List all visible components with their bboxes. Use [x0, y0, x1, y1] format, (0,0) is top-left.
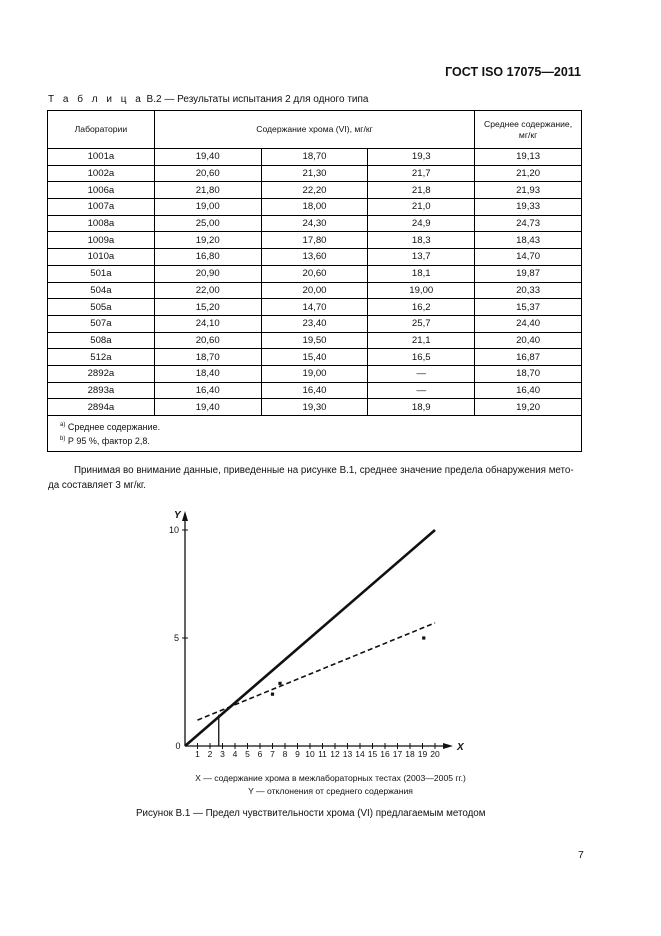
- lab-code-cell: 507a: [48, 315, 155, 332]
- measurement-cell: 18,3: [368, 232, 475, 249]
- x-axis-arrow: [443, 743, 453, 749]
- x-tick-label: 10: [305, 749, 315, 759]
- measurement-cell: 24,30: [261, 215, 368, 232]
- lab-code-cell: 505a: [48, 299, 155, 316]
- header-laboratories: Лаборатории: [48, 111, 155, 149]
- footnote-b: [60, 433, 573, 447]
- table-row: [48, 232, 582, 249]
- table-footnotes: [48, 416, 582, 452]
- table-row: [48, 365, 582, 382]
- mean-value-cell: 18,70: [475, 365, 582, 382]
- measurement-cell: 18,70: [261, 149, 368, 166]
- table-row: [48, 215, 582, 232]
- measurement-cell: 24,9: [368, 215, 475, 232]
- mean-value-cell: 16,87: [475, 349, 582, 366]
- measurement-cell: 15,20: [154, 299, 261, 316]
- page-number: 7: [578, 849, 584, 861]
- lab-code-cell: 1009a: [48, 232, 155, 249]
- measurement-cell: 18,70: [154, 349, 261, 366]
- lab-code-cell: 2893a: [48, 382, 155, 399]
- measurement-cell: 13,7: [368, 249, 475, 266]
- mean-value-cell: 20,40: [475, 332, 582, 349]
- x-tick-label: 3: [220, 749, 225, 759]
- body-paragraph: Принимая во внимание данные, приведенные на рисунке В.1, среднее значение предела обнаружения мето-да составляет 3 мг/кг.: [48, 465, 574, 491]
- measurement-cell: 20,00: [261, 282, 368, 299]
- footnote-mark: b): [60, 436, 66, 442]
- figure-y-caption: Y — отклонения от среднего содержания: [248, 786, 413, 796]
- measurement-cell: 16,40: [154, 382, 261, 399]
- x-tick-label: 9: [295, 749, 300, 759]
- measurement-cell: 21,7: [368, 165, 475, 182]
- header-mean-content: [475, 111, 582, 149]
- y-axis-arrow: [182, 511, 188, 521]
- measurement-cell: 19,40: [154, 399, 261, 416]
- measurement-cell: 16,2: [368, 299, 475, 316]
- table-row: [48, 332, 582, 349]
- mean-value-cell: 21,93: [475, 182, 582, 199]
- measurement-cell: 21,30: [261, 165, 368, 182]
- table-body: [48, 149, 582, 416]
- table-caption-prefix: Т а б л и ц а: [48, 94, 144, 105]
- table-caption-text: В.2 — Результаты испытания 2 для одного типа: [143, 94, 369, 105]
- x-tick-label: 14: [355, 749, 365, 759]
- x-tick-label: 16: [380, 749, 390, 759]
- measurement-cell: 25,7: [368, 315, 475, 332]
- lab-code-cell: 1010a: [48, 249, 155, 266]
- measurement-cell: 19,50: [261, 332, 368, 349]
- mean-value-cell: 19,33: [475, 199, 582, 216]
- x-tick-label: 18: [405, 749, 415, 759]
- x-tick-label: 4: [232, 749, 238, 759]
- x-tick-label: 19: [417, 749, 428, 759]
- measurement-cell: 16,40: [261, 382, 368, 399]
- footnote-text: Среднее содержание.: [65, 422, 161, 432]
- measurement-cell: 14,70: [261, 299, 368, 316]
- measurement-cell: 19,3: [368, 149, 475, 166]
- mean-value-cell: 19,13: [475, 149, 582, 166]
- measurement-cell: 21,8: [368, 182, 475, 199]
- header-chromium-content: Содержание хрома (VI), мг/кг: [154, 111, 474, 149]
- measurement-cell: 18,00: [261, 199, 368, 216]
- origin-label: 0: [175, 741, 181, 751]
- measurement-cell: 24,10: [154, 315, 261, 332]
- table-row: [48, 315, 582, 332]
- x-tick-label: 11: [318, 749, 327, 759]
- mean-value-cell: 19,87: [475, 265, 582, 282]
- measurement-cell: 13,60: [261, 249, 368, 266]
- measurement-cell: 19,00: [154, 199, 261, 216]
- mean-value-cell: 15,37: [475, 299, 582, 316]
- measurement-cell: 19,20: [154, 232, 261, 249]
- table-row: [48, 282, 582, 299]
- mean-value-cell: 20,33: [475, 282, 582, 299]
- measurement-cell: 20,60: [154, 165, 261, 182]
- table-row: [48, 299, 582, 316]
- mean-value-cell: 19,20: [475, 399, 582, 416]
- x-tick-label: 20: [430, 749, 440, 759]
- results-table: [47, 110, 582, 452]
- x-tick-label: 15: [367, 749, 378, 759]
- x-tick-label: 13: [342, 749, 353, 759]
- measurement-cell: 21,80: [154, 182, 261, 199]
- measurement-cell: 20,90: [154, 265, 261, 282]
- mean-value-cell: 18,43: [475, 232, 582, 249]
- measurement-cell: 18,1: [368, 265, 475, 282]
- mean-value-cell: 14,70: [475, 249, 582, 266]
- lab-code-cell: 2894a: [48, 399, 155, 416]
- x-tick-label: 7: [270, 749, 275, 759]
- measurement-cell: 20,60: [154, 332, 261, 349]
- measurement-cell: 19,00: [261, 365, 368, 382]
- measurement-cell: 17,80: [261, 232, 368, 249]
- lab-code-cell: 1002a: [48, 165, 155, 182]
- measurement-cell: 16,5: [368, 349, 475, 366]
- mean-value-cell: 21,20: [475, 165, 582, 182]
- table-row: [48, 399, 582, 416]
- measurement-cell: 16,80: [154, 249, 261, 266]
- footnote-text: Р 95 %, фактор 2,8.: [65, 436, 150, 446]
- y-axis-letter: Y: [174, 510, 181, 521]
- measurement-cell: 20,60: [261, 265, 368, 282]
- lab-code-cell: 1008a: [48, 215, 155, 232]
- x-tick-label: 12: [330, 749, 340, 759]
- mean-value-cell: 24,40: [475, 315, 582, 332]
- lab-code-cell: 1006a: [48, 182, 155, 199]
- mean-value-cell: 16,40: [475, 382, 582, 399]
- table-row: [48, 165, 582, 182]
- x-tick-label: 2: [207, 749, 213, 759]
- table-row: [48, 182, 582, 199]
- measurement-cell: 21,0: [368, 199, 475, 216]
- detection-limit-chart: [160, 505, 470, 767]
- footnote-a: [60, 419, 573, 433]
- measurement-cell: 25,00: [154, 215, 261, 232]
- mean-value-cell: 24,73: [475, 215, 582, 232]
- measurement-cell: 18,9: [368, 399, 475, 416]
- table-row: [48, 349, 582, 366]
- lab-code-cell: 508a: [48, 332, 155, 349]
- x-tick-label: 5: [245, 749, 250, 759]
- footnote-mark: a): [60, 422, 66, 428]
- measurement-cell: 19,30: [261, 399, 368, 416]
- data-point: [422, 636, 425, 639]
- x-tick-label: 6: [257, 749, 263, 759]
- table-row: [48, 199, 582, 216]
- table-row: [48, 149, 582, 166]
- measurement-cell: —: [368, 382, 475, 399]
- table-row: [48, 265, 582, 282]
- x-tick-label: 17: [392, 749, 403, 759]
- measurement-cell: 19,40: [154, 149, 261, 166]
- lab-code-cell: 501a: [48, 265, 155, 282]
- figure-x-caption: X — содержание хрома в межлабораторных тестах (2003—2005 гг.): [195, 773, 466, 783]
- header-mean-unit: мг/кг: [518, 129, 538, 140]
- measurement-cell: —: [368, 365, 475, 382]
- lab-code-cell: 512a: [48, 349, 155, 366]
- figure-caption: Рисунок В.1 — Предел чувствительности хрома (VI) предлагаемым методом: [136, 808, 486, 819]
- measurement-cell: 19,00: [368, 282, 475, 299]
- x-tick-label: 8: [282, 749, 288, 759]
- table-row: [48, 382, 582, 399]
- header-mean-label: Среднее содержание,: [484, 118, 573, 129]
- measurement-cell: 22,00: [154, 282, 261, 299]
- chart-series: [185, 530, 435, 746]
- lab-code-cell: 504a: [48, 282, 155, 299]
- data-point: [271, 693, 274, 696]
- measurement-cell: 15,40: [261, 349, 368, 366]
- x-axis-letter: X: [457, 742, 464, 753]
- y-tick-label: 5: [173, 633, 179, 643]
- x-tick-label: 1: [195, 749, 200, 759]
- measurement-cell: 22,20: [261, 182, 368, 199]
- lab-code-cell: 1007a: [48, 199, 155, 216]
- lab-code-cell: 1001a: [48, 149, 155, 166]
- lab-code-cell: 2892a: [48, 365, 155, 382]
- measurement-cell: 23,40: [261, 315, 368, 332]
- table-caption: [48, 94, 368, 105]
- y-tick-label: 10: [168, 525, 179, 535]
- table-row: [48, 249, 582, 266]
- document-standard-number: ГОСТ ISO 17075—2011: [445, 65, 581, 79]
- measurement-cell: 18,40: [154, 365, 261, 382]
- data-point: [278, 682, 281, 685]
- measurement-cell: 21,1: [368, 332, 475, 349]
